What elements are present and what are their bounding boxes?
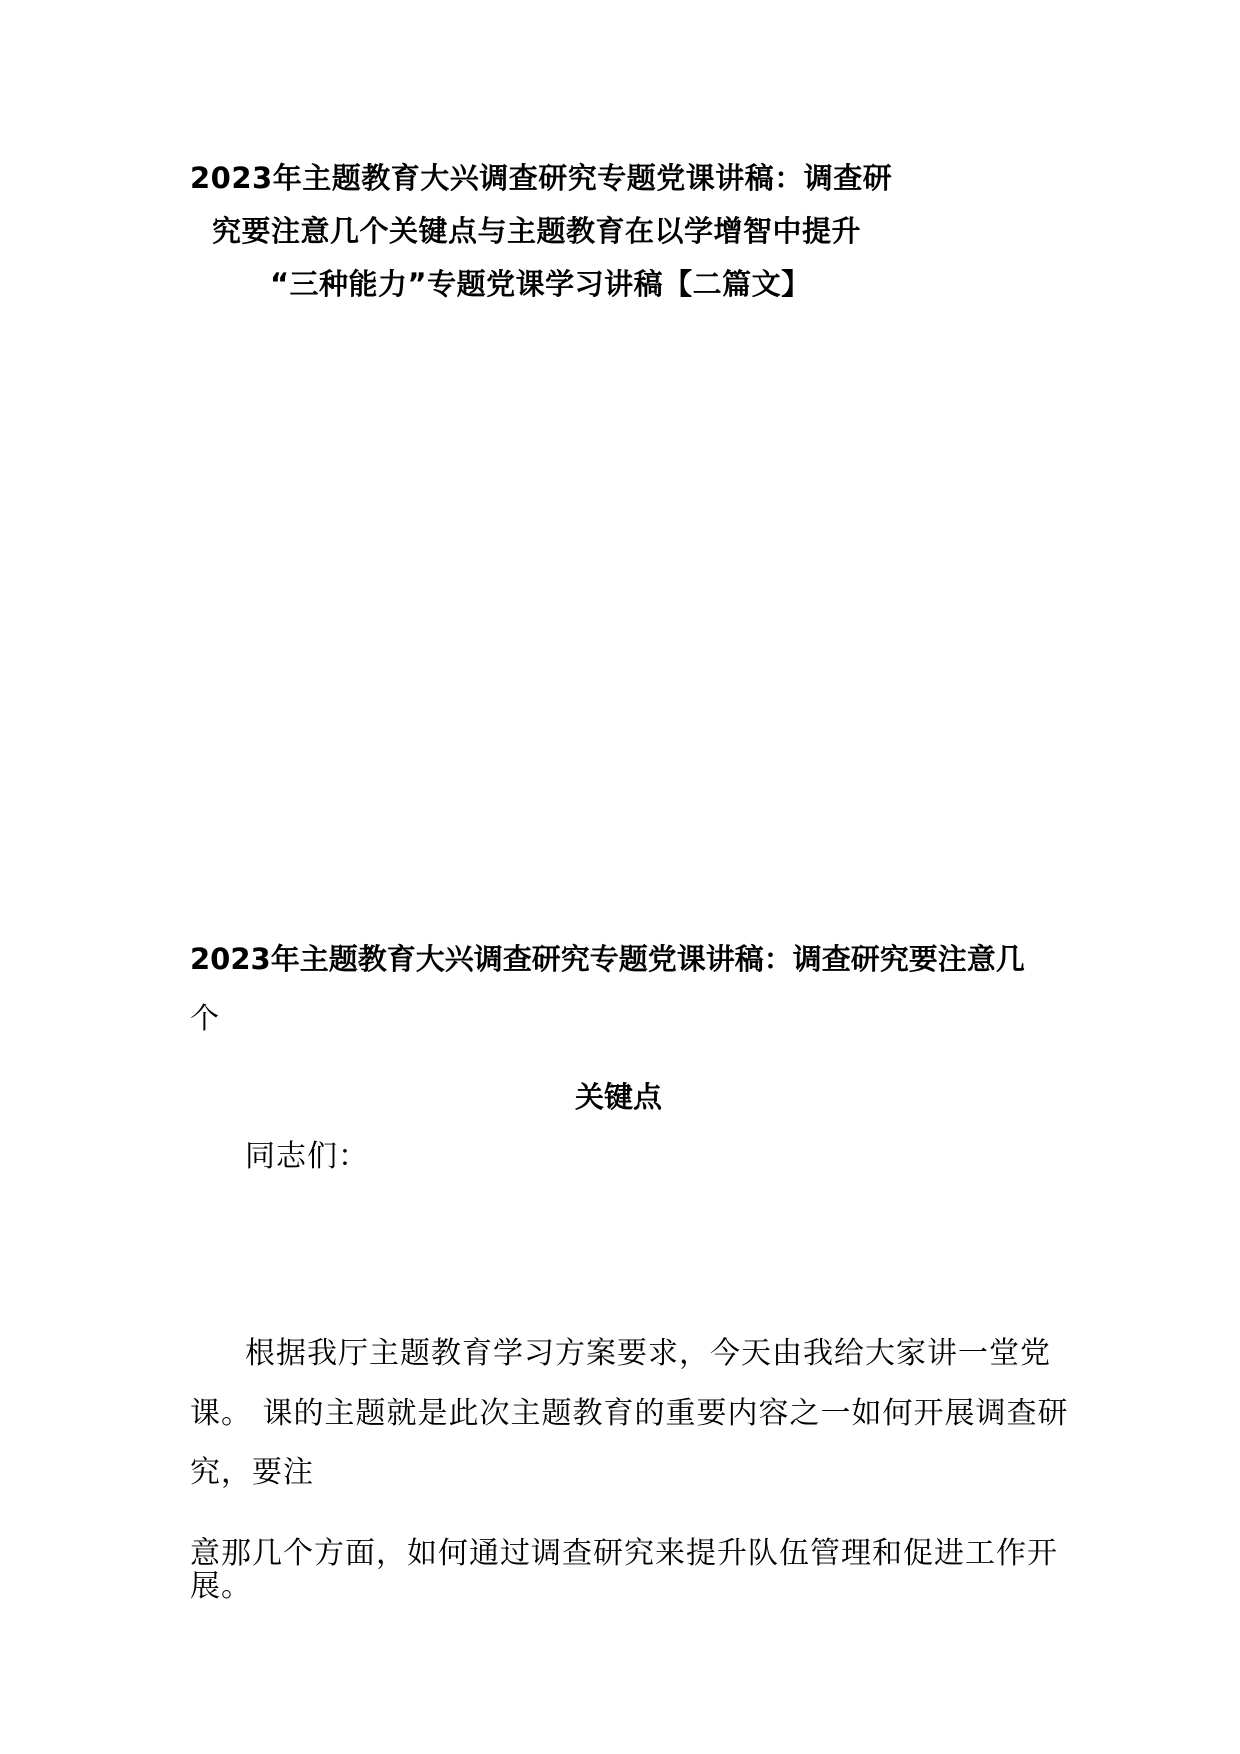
paragraph-2-line-2: 展。 <box>190 1569 252 1604</box>
cover-title-line-1: 2023年主题教育大兴调查研究专题党课讲稿：调查研 <box>190 161 893 195</box>
cover-title-line-3: “三种能力”专题党课学习讲稿【二篇文】 <box>270 267 811 301</box>
paragraph-1-line-2: 课。 课的主题就是此次主题教育的重要内容之一如何开展调查研 <box>190 1396 1069 1431</box>
cover-title-line-2: 究要注意几个关键点与主题教育在以学增智中提升 <box>212 214 862 248</box>
article-title-line-1: 2023年主题教育大兴调查研究专题党课讲稿：调查研究要注意几 <box>190 942 1025 976</box>
article-title-line-2: 个 <box>190 1001 220 1035</box>
paragraph-1-line-3: 究，要注 <box>190 1455 314 1490</box>
article-title-line-3: 关键点 <box>575 1080 663 1114</box>
paragraph-2-line-1: 意那几个方面，如何通过调查研究来提升队伍管理和促进工作开 <box>190 1536 1058 1571</box>
salutation: 同志们： <box>245 1139 369 1174</box>
paragraph-1-line-1: 根据我厅主题教育学习方案要求，今天由我给大家讲一堂党 <box>245 1336 1051 1371</box>
